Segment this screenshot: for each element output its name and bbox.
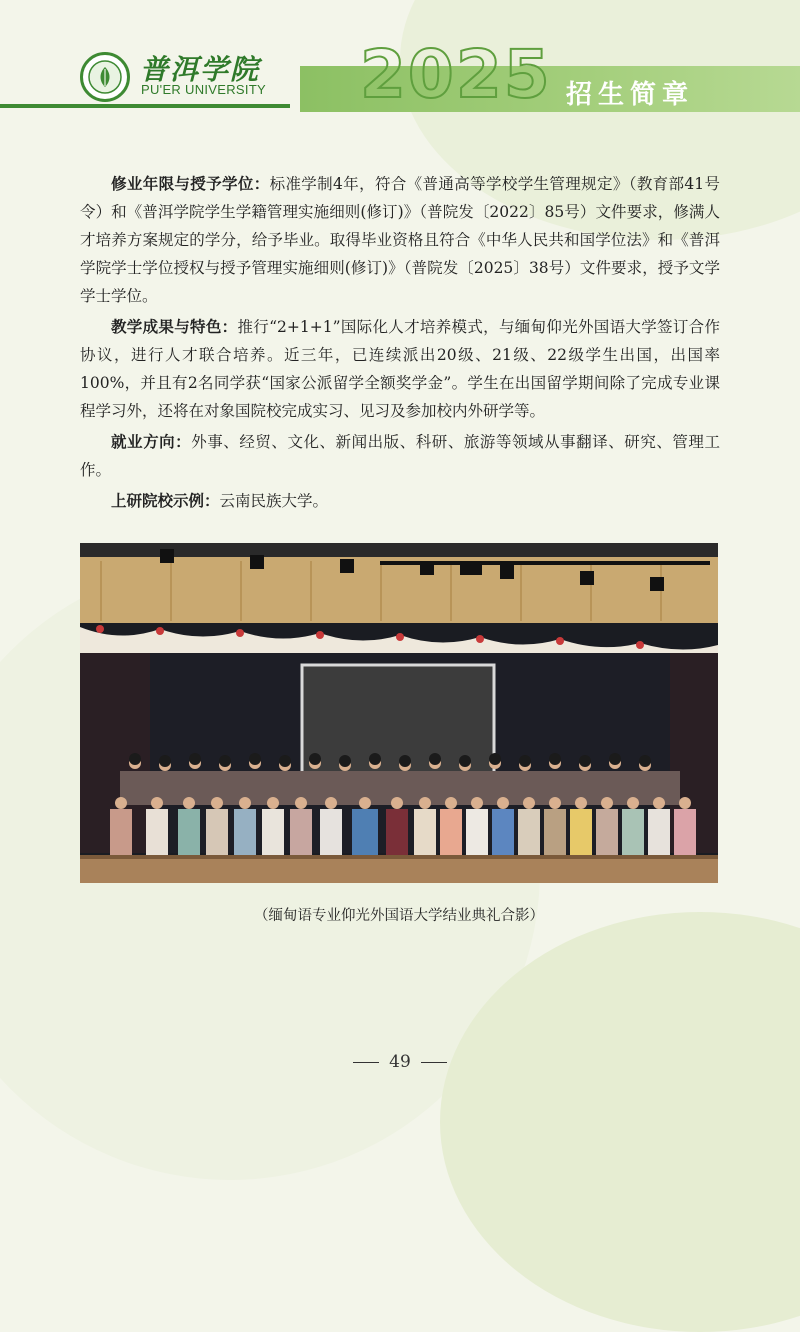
header-divider [0,104,290,108]
divider [353,1062,379,1064]
paragraph-heading: 就业方向： [111,432,192,451]
paragraph-achievements [80,313,720,425]
university-logo-icon [80,52,130,102]
page-number-footer [0,1052,800,1072]
paragraph-degree [80,170,720,310]
page-header [0,0,800,120]
paragraph-text: 标准学制4年，符合《普通高等学校学生管理规定》（教育部41号令）和《普洱学院学生学籍管理实施细则(修订)》（普院发〔2022〕85号）文件要求，修满人才培养方案规定的学分，给予毕业。取得毕业资格且符合《中华人民共和国学位法》和《普洱学院学士学位授权与授予管理实施细则(修订)》（普院发〔2025〕38号）文件要求，授予文学学士学位。 [80,175,720,305]
paragraph-text: 推行“2+1+1”国际化人才培养模式，与缅甸仰光外国语大学签订合作协议，进行人才联合培养。近三年，已连续派出20级、21级、22级学生出国，出国率100%，并且有2名同学获“国家公派留学全额奖学金”。学生在出国留学期间除了完成专业课程学习外，还将在对象国院校完成实习、见习及参加校内外研学等。 [80,318,720,420]
paragraph-text: 云南民族大学。 [219,492,329,510]
photo-caption: （缅甸语专业仰光外国语大学结业典礼合影） [254,908,544,924]
brochure-title: 招生简章 [566,80,695,110]
year-title: 2025 [360,36,552,113]
paragraph-graduate-schools [80,487,720,515]
university-name-en: PU'ER UNIVERSITY [141,82,267,97]
divider [421,1062,447,1064]
page-number: 49 [389,1052,411,1072]
paragraph-employment [80,428,720,484]
paragraph-text: 外事、经贸、文化、新闻出版、科研、旅游等领域从事翻译、研究、管理工作。 [80,433,720,479]
paragraph-heading: 教学成果与特色： [111,317,238,336]
body-text [80,170,720,518]
group-photo [80,543,718,883]
university-name-cn: 普洱学院 [140,53,261,86]
paragraph-heading: 上研院校示例： [111,491,220,510]
paragraph-heading: 修业年限与授予学位： [111,174,270,193]
